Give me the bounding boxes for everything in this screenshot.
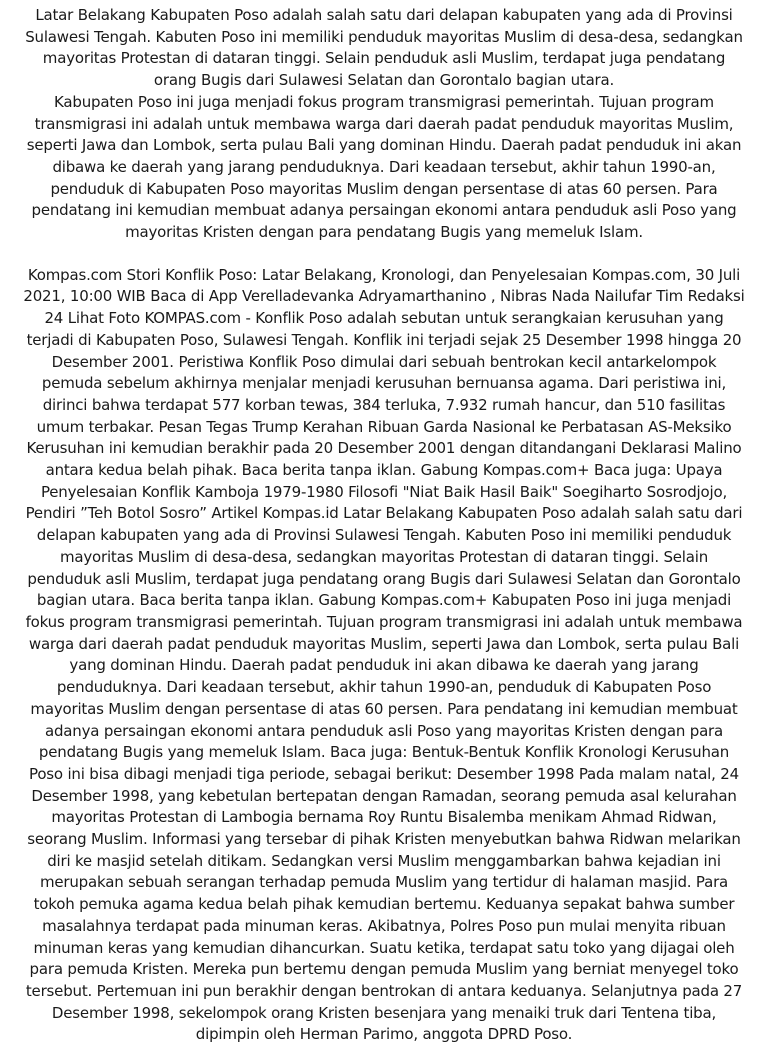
paragraph-background-intro: Latar Belakang Kabupaten Poso adalah salah satu dari delapan kabupaten yang ada di Provinsi Sulawesi Tengah. Kabuten Poso ini memiliki penduduk mayoritas Muslim di desa-desa, sedangkan mayoritas Protestan di dataran tinggi. Selain penduduk asli Muslim, terdapat juga pendatang orang Bugis dari Sulawesi Selatan dan Gorontalo bagian utara. [25, 6, 743, 90]
paragraph-gap [22, 244, 746, 265]
paragraph-kompas-article: Kompas.com Stori Konflik Poso: Latar Belakang, Kronologi, dan Penyelesaian Kompas.com, 30 Juli 2021, 10:00 WIB Baca di App Verelladevanka Adryamarthanino , Nibras Nada Nailufar Tim Redaksi 24 Lihat Foto KOMPAS.com - Konflik Poso adalah sebutan untuk serangkaian kerusuhan yang terjadi di Kabupaten Poso, Sulawesi Tengah. Konflik ini terjadi sejak 25 Desember 1998 hingga 20 Desember 2001. Peristiwa Konflik Poso dimulai dari sebuah bentrokan kecil antarkelompok pemuda sebelum akhirnya menjalar menjadi kerusuhan bernuansa agama. Dari peristiwa ini, dirinci bahwa terdapat 577 korban tewas, 384 terluka, 7.932 rumah hancur, dan 510 fasilitas umum terbakar. Pesan Tegas Trump Kerahan Ribuan Garda Nasional ke Perbatasan AS-Meksiko Kerusuhan ini kemudian berakhir pada 20 Desember 2001 dengan ditandangani Deklarasi Malino antara kedua belah pihak. Baca berita tanpa iklan. Gabung Kompas.com+ Baca juga: Upaya Penyelesaian Konflik Kamboja 1979-1980 Filosofi "Niat Baik Hasil Baik" Soegiharto Sosrodjojo, Pendiri ”Teh Botol Sosro” Artikel Kompas.id Latar Belakang Kabupaten Poso adalah salah satu dari delapan kabupaten yang ada di Provinsi Sulawesi Tengah. Kabuten Poso ini memiliki penduduk mayoritas Muslim di desa-desa, sedangkan mayoritas Protestan di dataran tinggi. Selain penduduk asli Muslim, terdapat juga pendatang orang Bugis dari Sulawesi Selatan dan Gorontalo bagian utara. Baca berita tanpa iklan. Gabung Kompas.com+ Kabupaten Poso ini juga menjadi fokus program transmigrasi pemerintah. Tujuan program transmigrasi ini adalah untuk membawa warga dari daerah padat penduduk mayoritas Muslim, seperti Jawa dan Lombok, serta pulau Bali yang dominan Hindu. Daerah padat penduduk ini akan dibawa ke daerah yang jarang penduduknya. Dari keadaan tersebut, akhir tahun 1990-an, penduduk di Kabupaten Poso mayoritas Muslim dengan persentase di atas 60 persen. Para pendatang ini kemudian membuat adanya persaingan ekonomi antara penduduk asli Poso yang mayoritas Kristen dengan para pendatang Bugis yang memeluk Islam. Baca juga: Bentuk-Bentuk Konflik Kronologi Kerusuhan Poso ini bisa dibagi menjadi tiga periode, sebagai berikut: Desember 1998 Pada malam natal, 24 Desember 1998, yang kebetulan bertepatan dengan Ramadan, seorang pemuda asal kelurahan mayoritas Protestan di Lambogia bernama Roy Runtu Bisalemba menikam Ahmad Ridwan, seorang Muslim. Informasi yang tersebar di pihak Kristen menyebutkan bahwa Ridwan melarikan diri ke masjid setelah ditikam. Sedangkan versi Muslim menggambarkan bahwa kejadian ini merupakan sebuah serangan terhadap pemuda Muslim yang tertidur di halaman masjid. Para tokoh pemuka agama kedua belah pihak kemudian bertemu. Keduanya sepakat bahwa sumber masalahnya terdapat pada minuman keras. Akibatnya, Polres Poso pun mulai menyita ribuan minuman keras yang kemudian dihancurkan. Suatu ketika, terdapat satu toko yang dijagai oleh para pemuda Kristen. Mereka pun bertemu dengan pemuda Muslim yang berniat menyegel toko tersebut. Pertemuan ini pun berakhir dengan bentrokan di antara keduanya. Selanjutnya pada 27 Desember 1998, sekelompok orang Kristen besenjara yang menaiki truk dari Tentena tiba, dipimpin oleh Herman Parimo, anggota DPRD Poso. [23, 265, 745, 1044]
paragraph-transmigration: Kabupaten Poso ini juga menjadi fokus program transmigrasi pemerintah. Tujuan program transmigrasi ini adalah untuk membawa warga dari daerah padat penduduk mayoritas Muslim, seperti Jawa dan Lombok, serta pulau Bali yang dominan Hindu. Daerah padat penduduk ini akan dibawa ke daerah yang jarang penduduknya. Dari keadaan tersebut, akhir tahun 1990-an, penduduk di Kabupaten Poso mayoritas Muslim dengan persentase di atas 60 persen. Para pendatang ini kemudian membuat adanya persaingan ekonomi antara penduduk asli Poso yang mayoritas Kristen dengan para pendatang Bugis yang memeluk Islam. [26, 92, 742, 242]
